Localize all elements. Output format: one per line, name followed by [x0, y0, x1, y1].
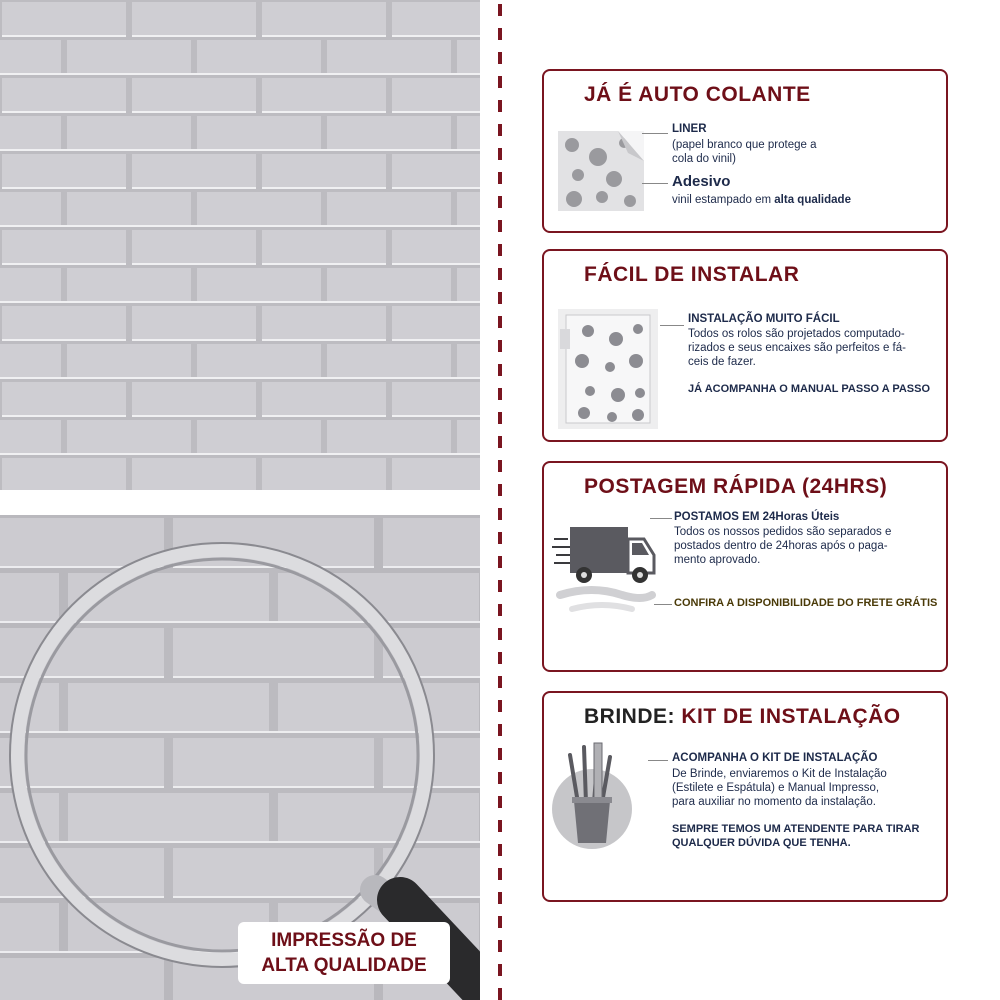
card-easy-install [542, 249, 948, 442]
shipping-desc-3: mento aprovado. [674, 554, 761, 566]
card-fast-shipping [542, 461, 948, 672]
delivery-truck-icon [552, 523, 658, 615]
dashed-divider [497, 0, 503, 1000]
gift-desc-3: para auxiliar no momento da instalação. [672, 796, 876, 808]
high-quality-line-2: ALTA QUALIDADE [261, 955, 427, 976]
shipping-note: CONFIRA A DISPONIBILIDADE DO FRETE GRÁTIS [674, 597, 938, 609]
card-title: FÁCIL DE INSTALAR [584, 263, 800, 286]
install-desc-2: rizados e seus encaixes são perfeitos e fá- [688, 342, 906, 354]
shipping-desc-1: Todos os nossos pedidos são separados e [674, 526, 892, 538]
adhesive-desc-text: vinil estampado em [672, 194, 772, 206]
brick-wall-photo [0, 0, 480, 490]
card-title [584, 705, 901, 729]
liner-desc-1: (papel branco que protege a [672, 139, 817, 151]
install-note: JÁ ACOMPANHA O MANUAL PASSO A PASSO [688, 383, 931, 395]
install-leader-line [660, 325, 684, 326]
high-quality-line-1: IMPRESSÃO DE [271, 930, 417, 951]
liner-desc-2: cola do vinil) [672, 153, 736, 165]
card-self-adhesive [542, 69, 948, 233]
brick-pattern [0, 0, 480, 490]
install-desc-1: Todos os rolos são projetados computado- [688, 328, 905, 340]
liner-leader-line [642, 133, 668, 134]
shipping-subtitle: POSTAMOS EM 24Horas Úteis [674, 511, 840, 523]
adhesive-leader-line [642, 183, 668, 184]
gift-desc-1: De Brinde, enviaremos o Kit de Instalação [672, 768, 887, 780]
wall-install-icon [558, 309, 658, 429]
adhesive-title: Adesivo [672, 173, 731, 190]
gift-note-2: QUALQUER DÚVIDA QUE TENHA. [672, 837, 851, 849]
liner-title: LINER [672, 123, 707, 135]
vinyl-sample-icon [558, 131, 644, 211]
install-subtitle: INSTALAÇÃO MUITO FÁCIL [688, 313, 840, 325]
gift-subtitle: ACOMPANHA O KIT DE INSTALAÇÃO [672, 752, 878, 764]
shipping-desc-2: postados dentro de 24horas após o paga- [674, 540, 888, 552]
gift-note-1: SEMPRE TEMOS UM ATENDENTE PARA TIRAR [672, 823, 920, 835]
card-title: POSTAGEM RÁPIDA (24HRS) [584, 475, 888, 498]
adhesive-desc [672, 193, 851, 207]
install-desc-3: ceis de fazer. [688, 356, 756, 368]
card-title: JÁ É AUTO COLANTE [584, 83, 811, 106]
gift-desc-2: (Estilete e Espátula) e Manual Impresso, [672, 782, 880, 794]
gift-leader-line [648, 760, 668, 761]
tool-cup-icon [548, 733, 640, 853]
freight-leader-line [654, 604, 672, 605]
shipping-leader-line [650, 518, 672, 519]
adhesive-desc-bold: alta qualidade [774, 194, 851, 206]
gift-title-prefix: BRINDE: [584, 705, 675, 728]
gift-title-main: KIT DE INSTALAÇÃO [681, 705, 901, 728]
card-gift-kit [542, 691, 948, 902]
high-quality-print-label [238, 922, 450, 984]
